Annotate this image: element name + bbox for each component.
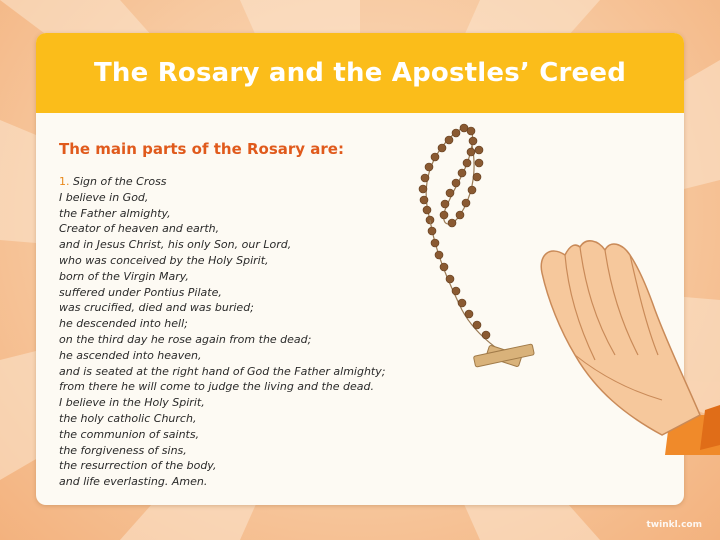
creed-line: the holy catholic Church, (59, 411, 197, 425)
list-number: 1. (59, 175, 70, 188)
creed-line: suffered under Pontius Pilate, (59, 285, 222, 299)
creed-line: I believe in the Holy Spirit, (59, 396, 205, 410)
section-subtitle: The main parts of the Rosary are: (59, 140, 344, 158)
praying-hands-icon (541, 241, 720, 455)
creed-line: from there he will come to judge the living and the dead. (59, 380, 375, 394)
creed-line: Creator of heaven and earth, (59, 222, 220, 236)
creed-line: the Father almighty, (59, 206, 171, 220)
creed-text (59, 174, 385, 490)
creed-line: and is seated at the right hand of God the Father almighty; (59, 364, 386, 378)
creed-line: on the third day he rose again from the dead; (59, 332, 312, 346)
creed-line: who was conceived by the Holy Spirit, (59, 253, 269, 267)
illustration (400, 115, 720, 455)
brand-watermark: twinkl.com (646, 520, 702, 530)
creed-line: was crucified, died and was buried; (59, 301, 254, 315)
creed-line: he descended into hell; (59, 317, 188, 331)
creed-line: born of the Virgin Mary, (59, 269, 189, 283)
page-title: The Rosary and the Apostles’ Creed (93, 58, 627, 88)
creed-line: the communion of saints, (59, 427, 200, 441)
creed-line: and in Jesus Christ, his only Son, our Lord, (59, 238, 292, 252)
creed-line: the resurrection of the body, (59, 459, 217, 473)
rosary-icon (419, 124, 534, 367)
creed-line: the forgiveness of sins, (59, 443, 187, 457)
creed-line: 1. Sign of the Cross (59, 175, 167, 188)
creed-line: and life everlasting. Amen. (59, 475, 208, 489)
creed-line: he ascended into heaven, (59, 348, 202, 362)
creed-line: I believe in God, (59, 190, 149, 204)
title-banner (36, 33, 684, 113)
